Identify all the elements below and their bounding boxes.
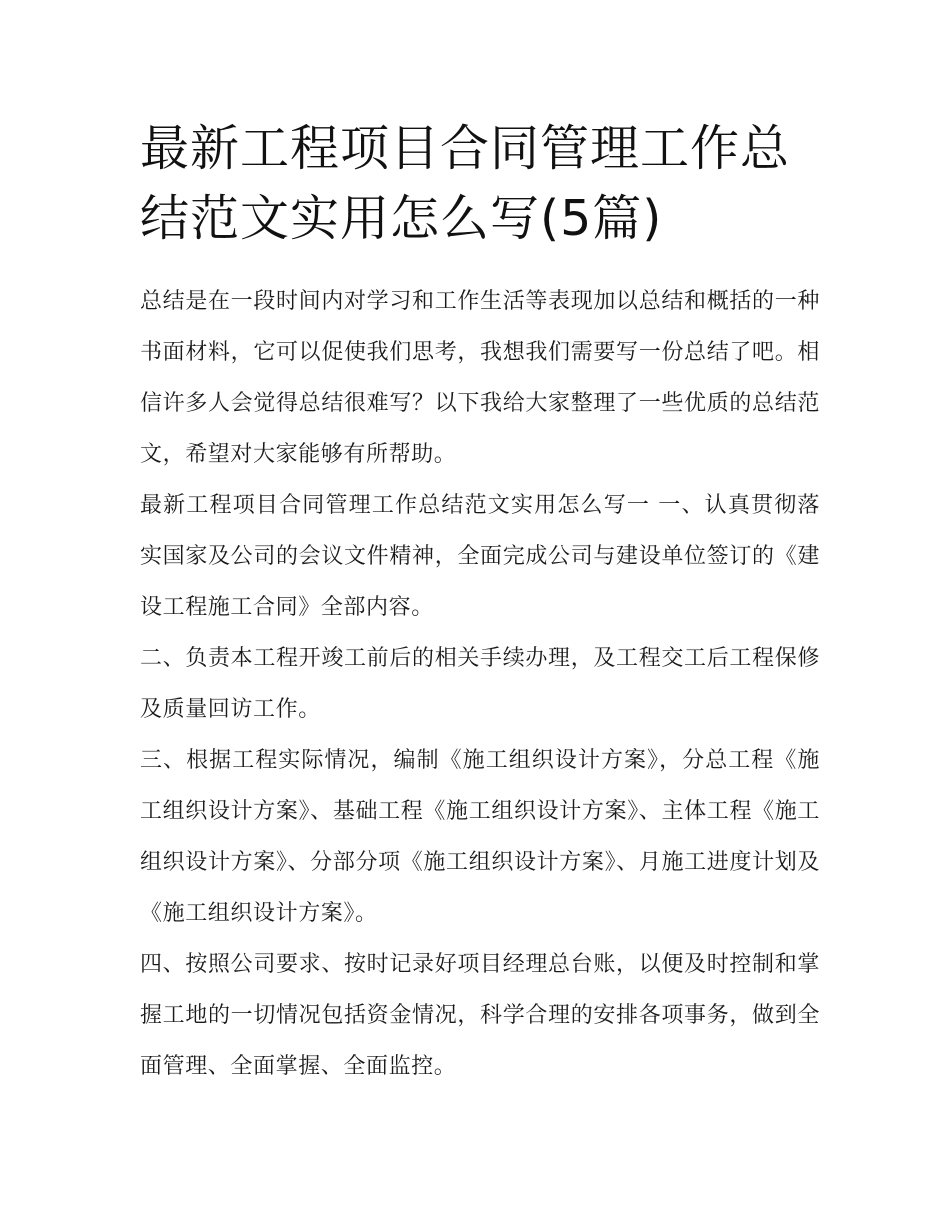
item-three-paragraph: 三、根据工程实际情况，编制《施工组织设计方案》，分总工程《施工组织设计方案》、基础工程《施工组织设计方案》、主体工程《施工组织设计方案》、分部分项《施工组织设计方案》、月施工进度计划及《施工组织设计方案》。: [140, 748, 820, 926]
document-body: [140, 276, 820, 1092]
intro-paragraph: 总结是在一段时间内对学习和工作生活等表现加以总结和概括的一种书面材料，它可以促使我们思考，我想我们需要写一份总结了吧。相信许多人会觉得总结很难写？以下我给大家整理了一些优质的总结范文，希望对大家能够有所帮助。: [140, 289, 820, 467]
document-title: 最新工程项目合同管理工作总结范文实用怎么写(5篇): [140, 120, 791, 247]
section-one-paragraph: 最新工程项目合同管理工作总结范文实用怎么写一 一、认真贯彻落实国家及公司的会议文件精神，全面完成公司与建设单位签订的《建设工程施工合同》全部内容。: [140, 493, 820, 620]
item-two-paragraph: 二、负责本工程开竣工前后的相关手续办理，及工程交工后工程保修及质量回访工作。: [140, 646, 820, 722]
item-four-paragraph: 四、按照公司要求、按时记录好项目经理总台账，以便及时控制和掌握工地的一切情况包括资金情况，科学合理的安排各项事务，做到全面管理、全面掌握、全面监控。: [140, 952, 820, 1079]
